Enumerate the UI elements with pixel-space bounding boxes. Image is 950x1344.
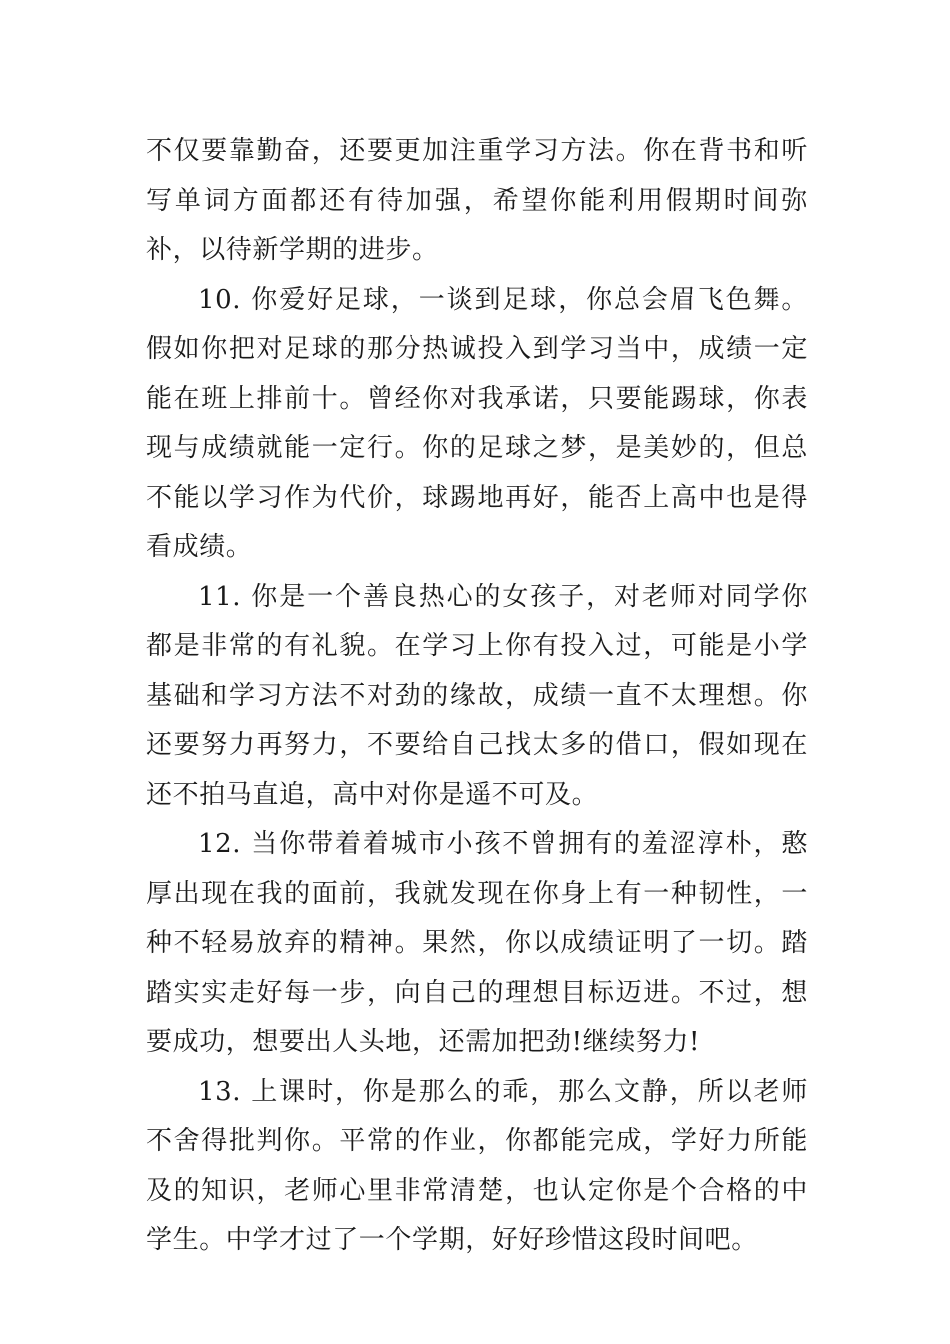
paragraph-11: 11. 你是一个善良热心的女孩子，对老师对同学你都是非常的有礼貌。在学习上你有投入过，可能是小学基础和学习方法不对劲的缘故，成绩一直不太理想。你还要努力再努力，不要给自己找太多的借口，假如现在还不拍马直追，高中对你是遥不可及。 — [146, 581, 808, 810]
document-body — [146, 127, 808, 1266]
paragraph-continued: 不仅要靠勤奋，还要更加注重学习方法。你在背书和听写单词方面都还有待加强，希望你能利用假期时间弥补，以待新学期的进步。 — [146, 136, 808, 265]
paragraph-10: 10. 你爱好足球，一谈到足球，你总会眉飞色舞。假如你把对足球的那分热诚投入到学习当中，成绩一定能在班上排前十。曾经你对我承诺，只要能踢球，你表现与成绩就能一定行。你的足球之梦，是美妙的，但总不能以学习作为代价，球踢地再好，能否上高中也是得看成绩。 — [146, 284, 808, 562]
paragraph-13: 13. 上课时，你是那么的乖，那么文静，所以老师不舍得批判你。平常的作业，你都能完成，学好力所能及的知识，老师心里非常清楚，也认定你是个合格的中学生。中学才过了一个学期，好好珍惜这段时间吧。 — [146, 1076, 808, 1255]
paragraph-12: 12. 当你带着着城市小孩不曾拥有的羞涩淳朴，憨厚出现在我的面前，我就发现在你身上有一种韧性，一种不轻易放弃的精神。果然，你以成绩证明了一切。踏踏实实走好每一步，向自己的理想目标迈进。不过，想要成功，想要出人头地，还需加把劲!继续努力! — [146, 829, 808, 1057]
